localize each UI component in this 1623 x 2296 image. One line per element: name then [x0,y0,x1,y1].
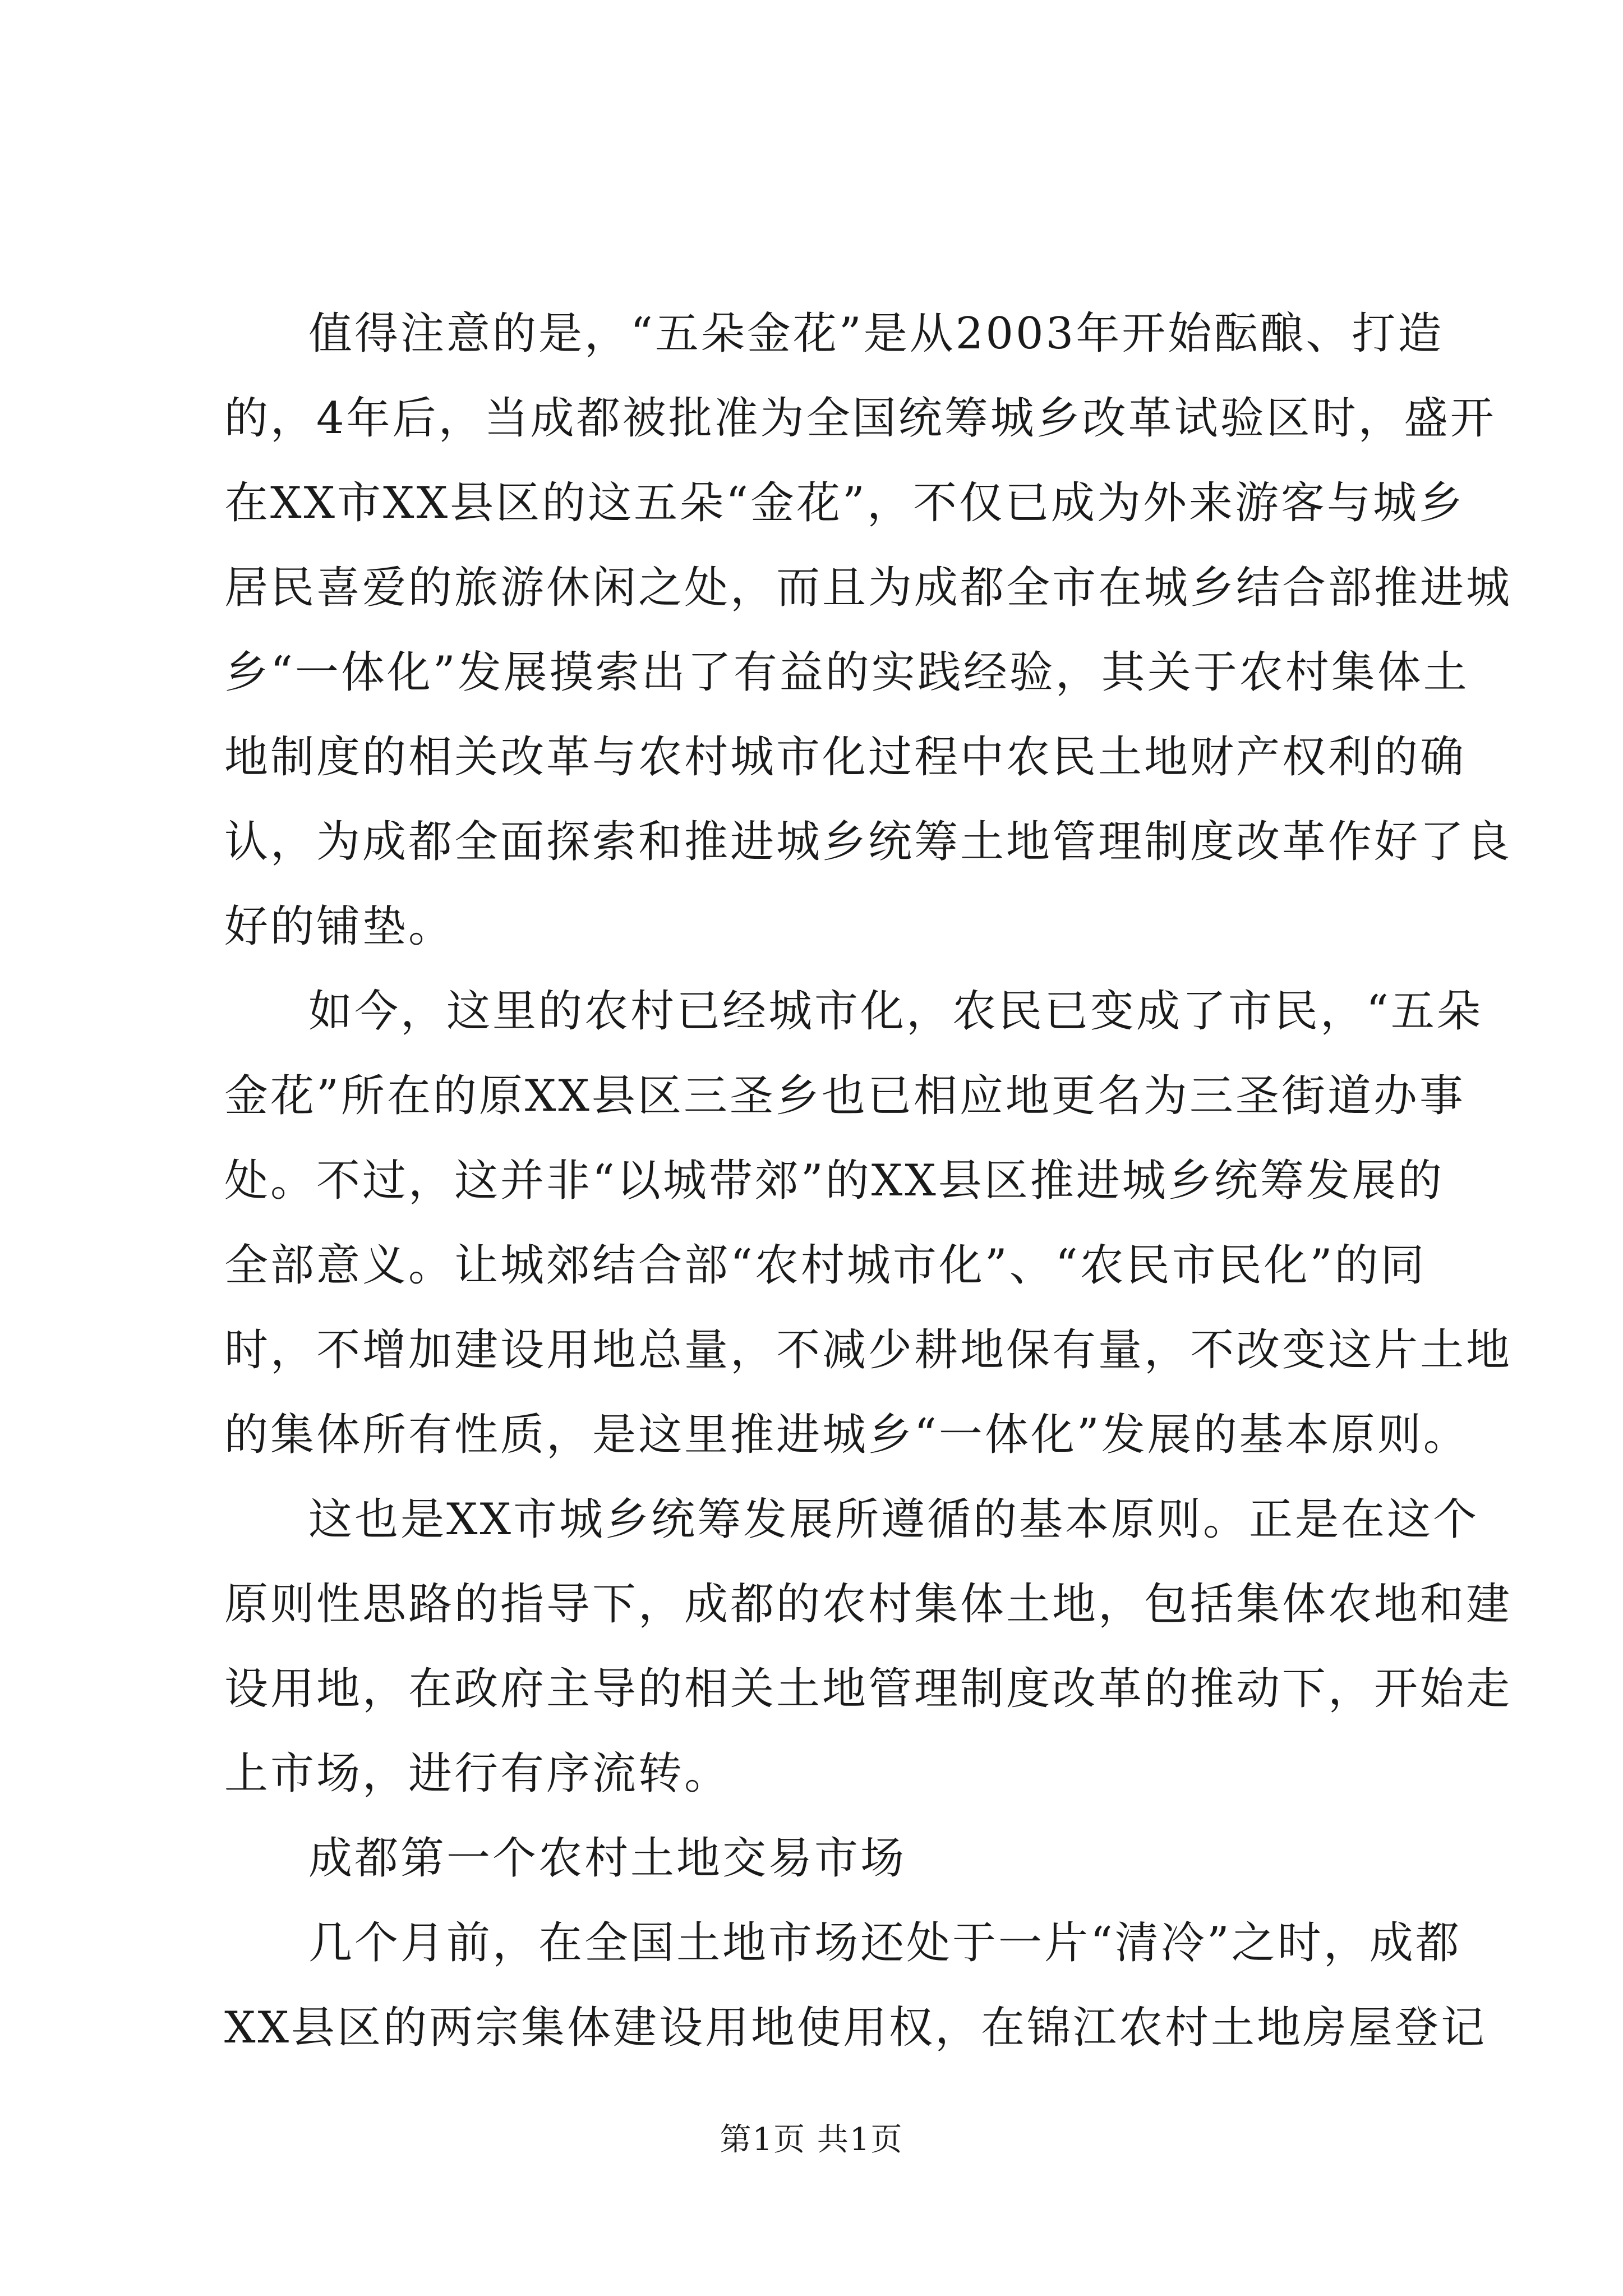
paragraph-1-line-1: 值得注意的是，“五朵金花”是从2003年开始酝酿、打造 [308,309,1444,359]
paragraph-2-line-5: 时，不增加建设用地总量，不减少耕地保有量，不改变这片土地 [224,1325,1513,1375]
page-number-label: 第1页 共1页 [720,2122,903,2158]
paragraph-1-line-2: 的，4年后，当成都被批准为全国统筹城乡改革试验区时，盛开 [224,393,1496,444]
paragraph-2-line-1: 如今，这里的农村已经城市化，农民已变成了市民，“五朵 [308,986,1483,1037]
paragraph-2-line-2: 金花”所在的原XX县区三圣乡也已相应地更名为三圣街道办事 [224,1071,1465,1121]
document-body [224,292,1513,2070]
paragraph-2-line-6: 的集体所有性质，是这里推进城乡“一体化”发展的基本原则。 [224,1410,1469,1460]
paragraph-1-line-7: 认，为成都全面探索和推进城乡统筹土地管理制度改革作好了良 [224,817,1513,867]
paragraph-1-line-8: 好的铺垫。 [224,901,455,952]
paragraph-4-line-2: XX县区的两宗集体建设用地使用权，在锦江农村土地房屋登记 [224,2003,1487,2053]
paragraph-2-line-3: 处。不过，这并非“以城带郊”的XX县区推进城乡统筹发展的 [224,1156,1444,1206]
paragraph-1-line-5: 乡“一体化”发展摸索出了有益的实践经验，其关于农村集体土 [224,647,1469,698]
paragraph-3-line-4: 上市场，进行有序流转。 [224,1749,731,1799]
paragraph-4-line-1: 几个月前，在全国土地市场还处于一片“清冷”之时，成都 [308,1918,1461,1968]
paragraph-1-line-4: 居民喜爱的旅游休闲之处，而且为成都全市在城乡结合部推进城 [224,563,1513,613]
page-footer [0,2120,1623,2160]
paragraph-1-line-3: 在XX市XX县区的这五朵“金花”，不仅已成为外来游客与城乡 [224,478,1465,528]
paragraph-3-line-3: 设用地，在政府主导的相关土地管理制度改革的推动下，开始走 [224,1664,1513,1714]
paragraph-3-line-2: 原则性思路的指导下，成都的农村集体土地，包括集体农地和建 [224,1579,1513,1630]
paragraph-1-line-6: 地制度的相关改革与农村城市化过程中农民土地财产权利的确 [224,732,1467,783]
paragraph-2-line-4: 全部意义。让城郊结合部“农村城市化”、“农民市民化”的同 [224,1240,1427,1291]
paragraph-3-line-1: 这也是XX市城乡统筹发展所遵循的基本原则。正是在这个 [308,1494,1479,1545]
section-heading: 成都第一个农村土地交易市场 [308,1833,907,1884]
